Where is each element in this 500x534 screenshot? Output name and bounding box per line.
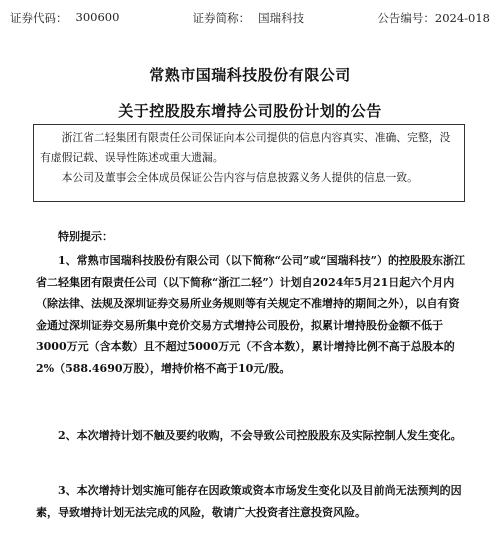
tip-item-1 [36, 250, 470, 379]
disclaimer-box [33, 124, 465, 202]
tip-item-2-text: 2、本次增持计划不触及要约收购，不会导致公司控股股东及实际控制人发生变化。 [58, 429, 462, 442]
stock-code [10, 10, 119, 26]
tip-item-2 [36, 425, 470, 447]
stock-code-label: 证券代码： [10, 11, 68, 25]
stock-code-value: 300600 [75, 10, 120, 24]
stock-short-name [193, 10, 305, 26]
announcement-number [377, 10, 490, 26]
special-tips-heading [36, 226, 470, 248]
special-tips-heading-text: 特别提示： [58, 230, 113, 243]
stock-short-name-value: 国瑞科技 [258, 11, 305, 25]
tip-item-3 [36, 480, 470, 523]
tip-item-1-text: 1、常熟市国瑞科技股份有限公司（以下简称“公司”或“国瑞科技”）的控股股东浙江省二轻集团有限责任公司（以下简称“浙江二轻”）计划自2024年5月21日起六个月内（除法律、法规及深圳证券交易所业务规则等有关规定不准增持的期间之外），以自有资金通过深圳证券交易所集中竞价交易方式增持公司股份，拟累计增持股份金额不低于3000万元（含本数）且不超过5000万元（不含本数），累计增持比例不高于总股本的2%（588.4690万股），增持价格不高于10元/股。 [36, 254, 465, 375]
disclaimer-line-2: 本公司及董事会全体成员保证公告内容与信息披露义务人提供的信息一致。 [61, 171, 418, 184]
header-bar [10, 10, 490, 26]
announcement-title: 关于控股股东增持公司股份计划的公告 [118, 102, 382, 120]
announcement-number-text: 公告编号：2024-018 [377, 11, 490, 25]
tip-item-3-text: 3、本次增持计划实施可能存在因政策或资本市场发生变化以及目前尚无法预判的因素，导致增持计划无法完成的风险，敬请广大投资者注意投资风险。 [36, 484, 462, 519]
disclaimer-line-1: 浙江省二轻集团有限责任公司保证向本公司提供的信息内容真实、准确、完整，没有虚假记载、误导性陈述或重大遗漏。 [40, 131, 451, 164]
company-title: 常熟市国瑞科技股份有限公司 [149, 66, 351, 84]
stock-short-name-label: 证券简称： [192, 11, 251, 25]
